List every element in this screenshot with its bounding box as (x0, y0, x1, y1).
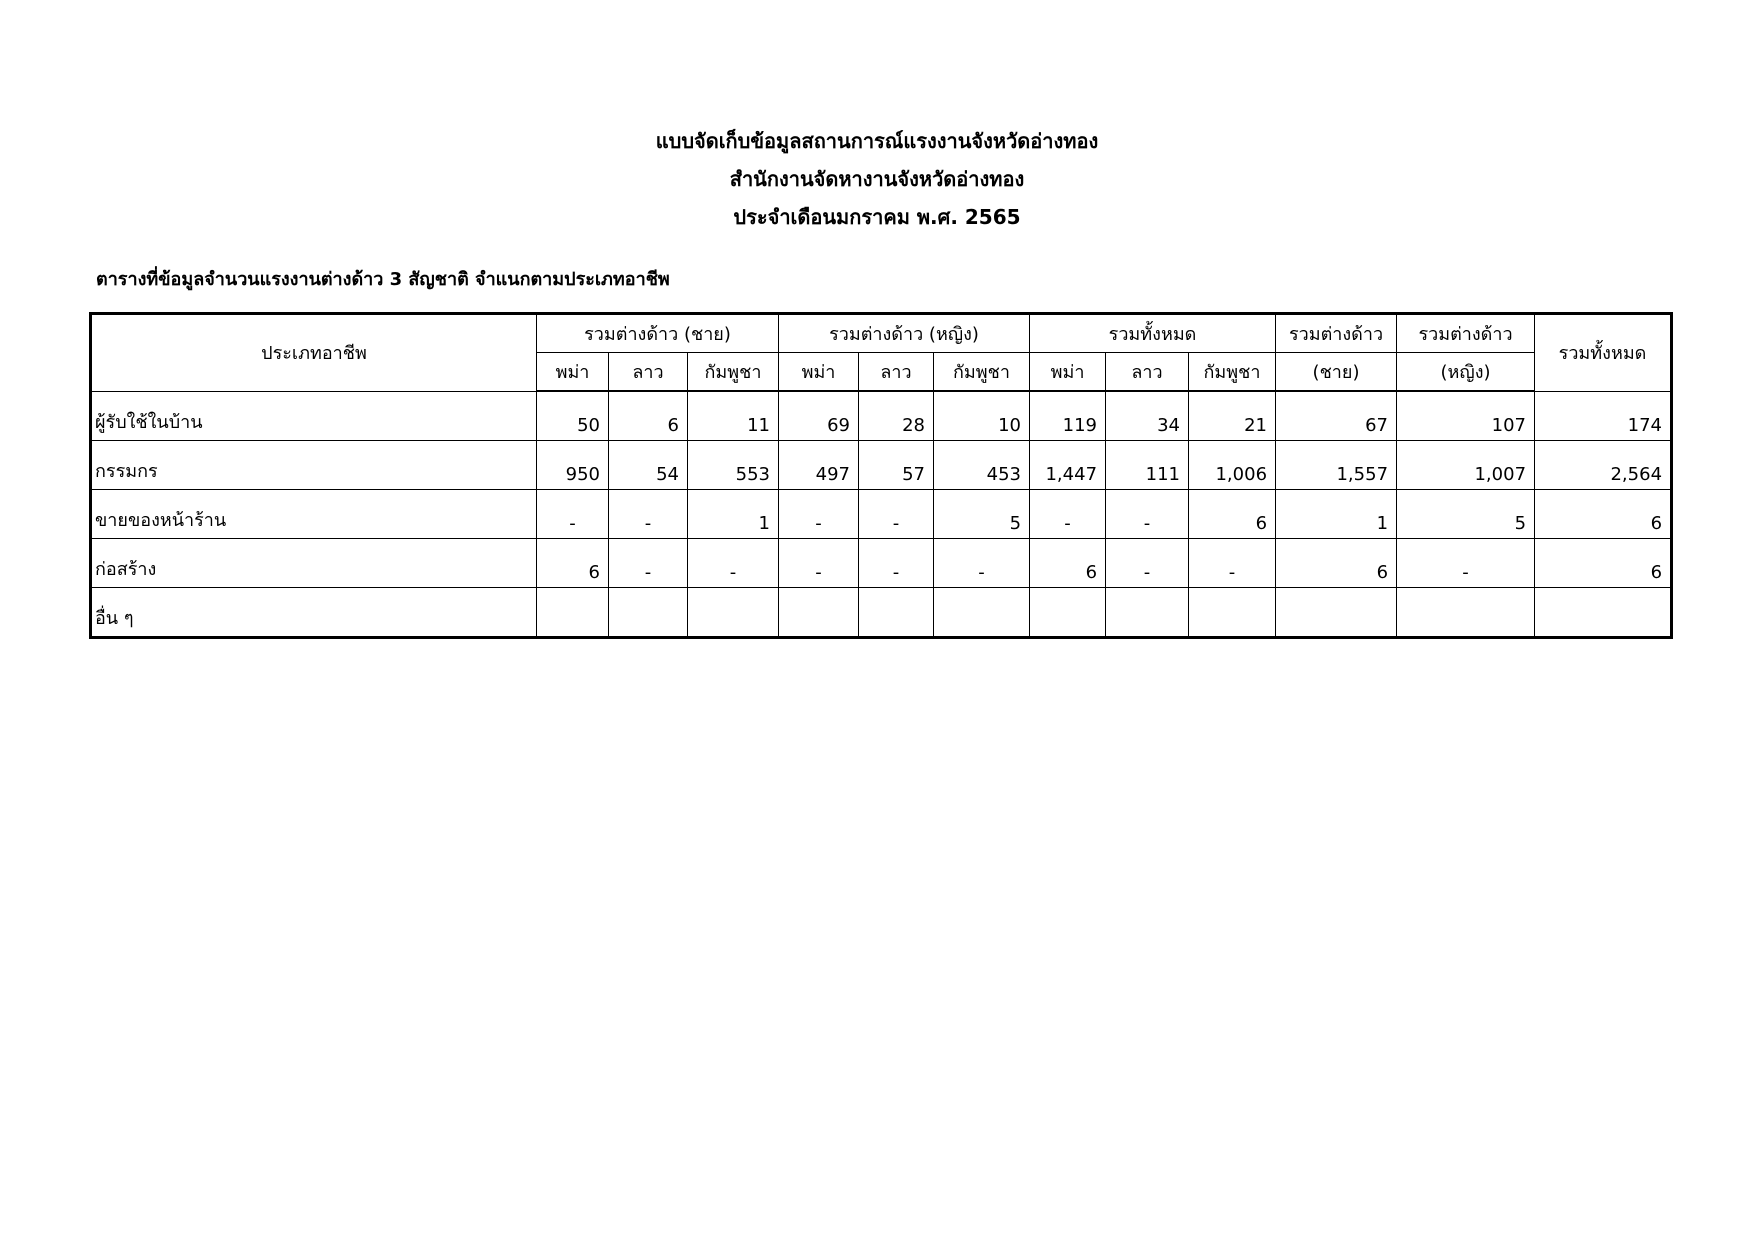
table-cell: 1,557 (1276, 441, 1397, 490)
table-cell: - (1030, 490, 1106, 539)
table-cell: 453 (934, 441, 1030, 490)
table-cell: - (1106, 490, 1189, 539)
table-cell: - (859, 539, 934, 588)
header-total-female-sub: (หญิง) (1397, 353, 1535, 392)
table-cell: 57 (859, 441, 934, 490)
labor-table (91, 314, 1671, 637)
table-cell: 21 (1189, 391, 1276, 441)
table-cell: - (934, 539, 1030, 588)
table-cell: - (1397, 539, 1535, 588)
header-total-laos: ลาว (1106, 353, 1189, 392)
table-cell: - (1106, 539, 1189, 588)
table-cell: - (609, 490, 688, 539)
table-cell: 174 (1535, 391, 1671, 441)
table-cell: 5 (1397, 490, 1535, 539)
table-cell (779, 588, 859, 637)
header-female-cambodia: กัมพูชา (934, 353, 1030, 392)
table-cell: 6 (1030, 539, 1106, 588)
table-cell: 69 (779, 391, 859, 441)
table-cell (688, 588, 779, 637)
report-header (0, 122, 1754, 236)
table-caption: ตารางที่ข้อมูลจำนวนแรงงานต่างด้าว 3 สัญชาติ จำแนกตามประเภทอาชีพ (96, 269, 670, 290)
header-male-myanmar: พม่า (537, 353, 609, 392)
table-cell: - (779, 539, 859, 588)
table-cell: 497 (779, 441, 859, 490)
table-cell: 34 (1106, 391, 1189, 441)
table-cell: 1,006 (1189, 441, 1276, 490)
header-total-male-sub: (ชาย) (1276, 353, 1397, 392)
header-total-male: รวมต่างด้าว (1276, 315, 1397, 353)
table-cell: 5 (934, 490, 1030, 539)
row-label: อื่น ๆ (92, 588, 537, 637)
table-row (92, 441, 1671, 490)
table-cell: - (779, 490, 859, 539)
header-male-cambodia: กัมพูชา (688, 353, 779, 392)
table-cell (537, 588, 609, 637)
table-cell: - (1189, 539, 1276, 588)
table-cell (609, 588, 688, 637)
table-cell: 11 (688, 391, 779, 441)
table-cell: 553 (688, 441, 779, 490)
header-grand-total: รวมทั้งหมด (1535, 315, 1671, 392)
table-cell (1189, 588, 1276, 637)
table-cell: 1,447 (1030, 441, 1106, 490)
table-cell: 6 (609, 391, 688, 441)
table-cell (1106, 588, 1189, 637)
row-label: ผู้รับใช้ในบ้าน (92, 391, 537, 441)
header-row-groups (92, 315, 1671, 353)
row-label: ขายของหน้าร้าน (92, 490, 537, 539)
table-row (92, 391, 1671, 441)
header-female-myanmar: พม่า (779, 353, 859, 392)
table-cell: 6 (537, 539, 609, 588)
table-cell (1535, 588, 1671, 637)
table-cell: 1 (1276, 490, 1397, 539)
table-cell: 950 (537, 441, 609, 490)
table-cell: - (688, 539, 779, 588)
office-name: สำนักงานจัดหางานจังหวัดอ่างทอง (729, 167, 1025, 191)
table-cell: 6 (1535, 539, 1671, 588)
table-cell: 10 (934, 391, 1030, 441)
table-cell (859, 588, 934, 637)
header-group-female: รวมต่างด้าว (หญิง) (779, 315, 1030, 353)
header-total-myanmar: พม่า (1030, 353, 1106, 392)
header-occupation: ประเภทอาชีพ (92, 315, 537, 392)
table-cell: 6 (1276, 539, 1397, 588)
table-cell: 1,007 (1397, 441, 1535, 490)
table-cell: 2,564 (1535, 441, 1671, 490)
table-cell: - (859, 490, 934, 539)
table-cell: - (537, 490, 609, 539)
table-cell: - (609, 539, 688, 588)
table-row (92, 539, 1671, 588)
table-cell: 119 (1030, 391, 1106, 441)
header-male-laos: ลาว (609, 353, 688, 392)
table-cell (1030, 588, 1106, 637)
table-cell: 67 (1276, 391, 1397, 441)
header-total-cambodia: กัมพูชา (1189, 353, 1276, 392)
row-label: กรรมกร (92, 441, 537, 490)
table-cell: 111 (1106, 441, 1189, 490)
header-total-female: รวมต่างด้าว (1397, 315, 1535, 353)
report-period: ประจำเดือนมกราคม พ.ศ. 2565 (733, 205, 1021, 229)
table-cell: 6 (1189, 490, 1276, 539)
table-cell: 28 (859, 391, 934, 441)
header-group-male: รวมต่างด้าว (ชาย) (537, 315, 779, 353)
table-cell: 1 (688, 490, 779, 539)
header-group-total: รวมทั้งหมด (1030, 315, 1276, 353)
table-cell (1276, 588, 1397, 637)
table-cell (934, 588, 1030, 637)
header-female-laos: ลาว (859, 353, 934, 392)
table-row (92, 490, 1671, 539)
table-cell (1397, 588, 1535, 637)
table-cell: 107 (1397, 391, 1535, 441)
table-cell: 50 (537, 391, 609, 441)
table-row (92, 588, 1671, 637)
report-title: แบบจัดเก็บข้อมูลสถานการณ์แรงงานจังหวัดอ่างทอง (655, 129, 1099, 153)
table-cell: 6 (1535, 490, 1671, 539)
row-label: ก่อสร้าง (92, 539, 537, 588)
table-cell: 54 (609, 441, 688, 490)
